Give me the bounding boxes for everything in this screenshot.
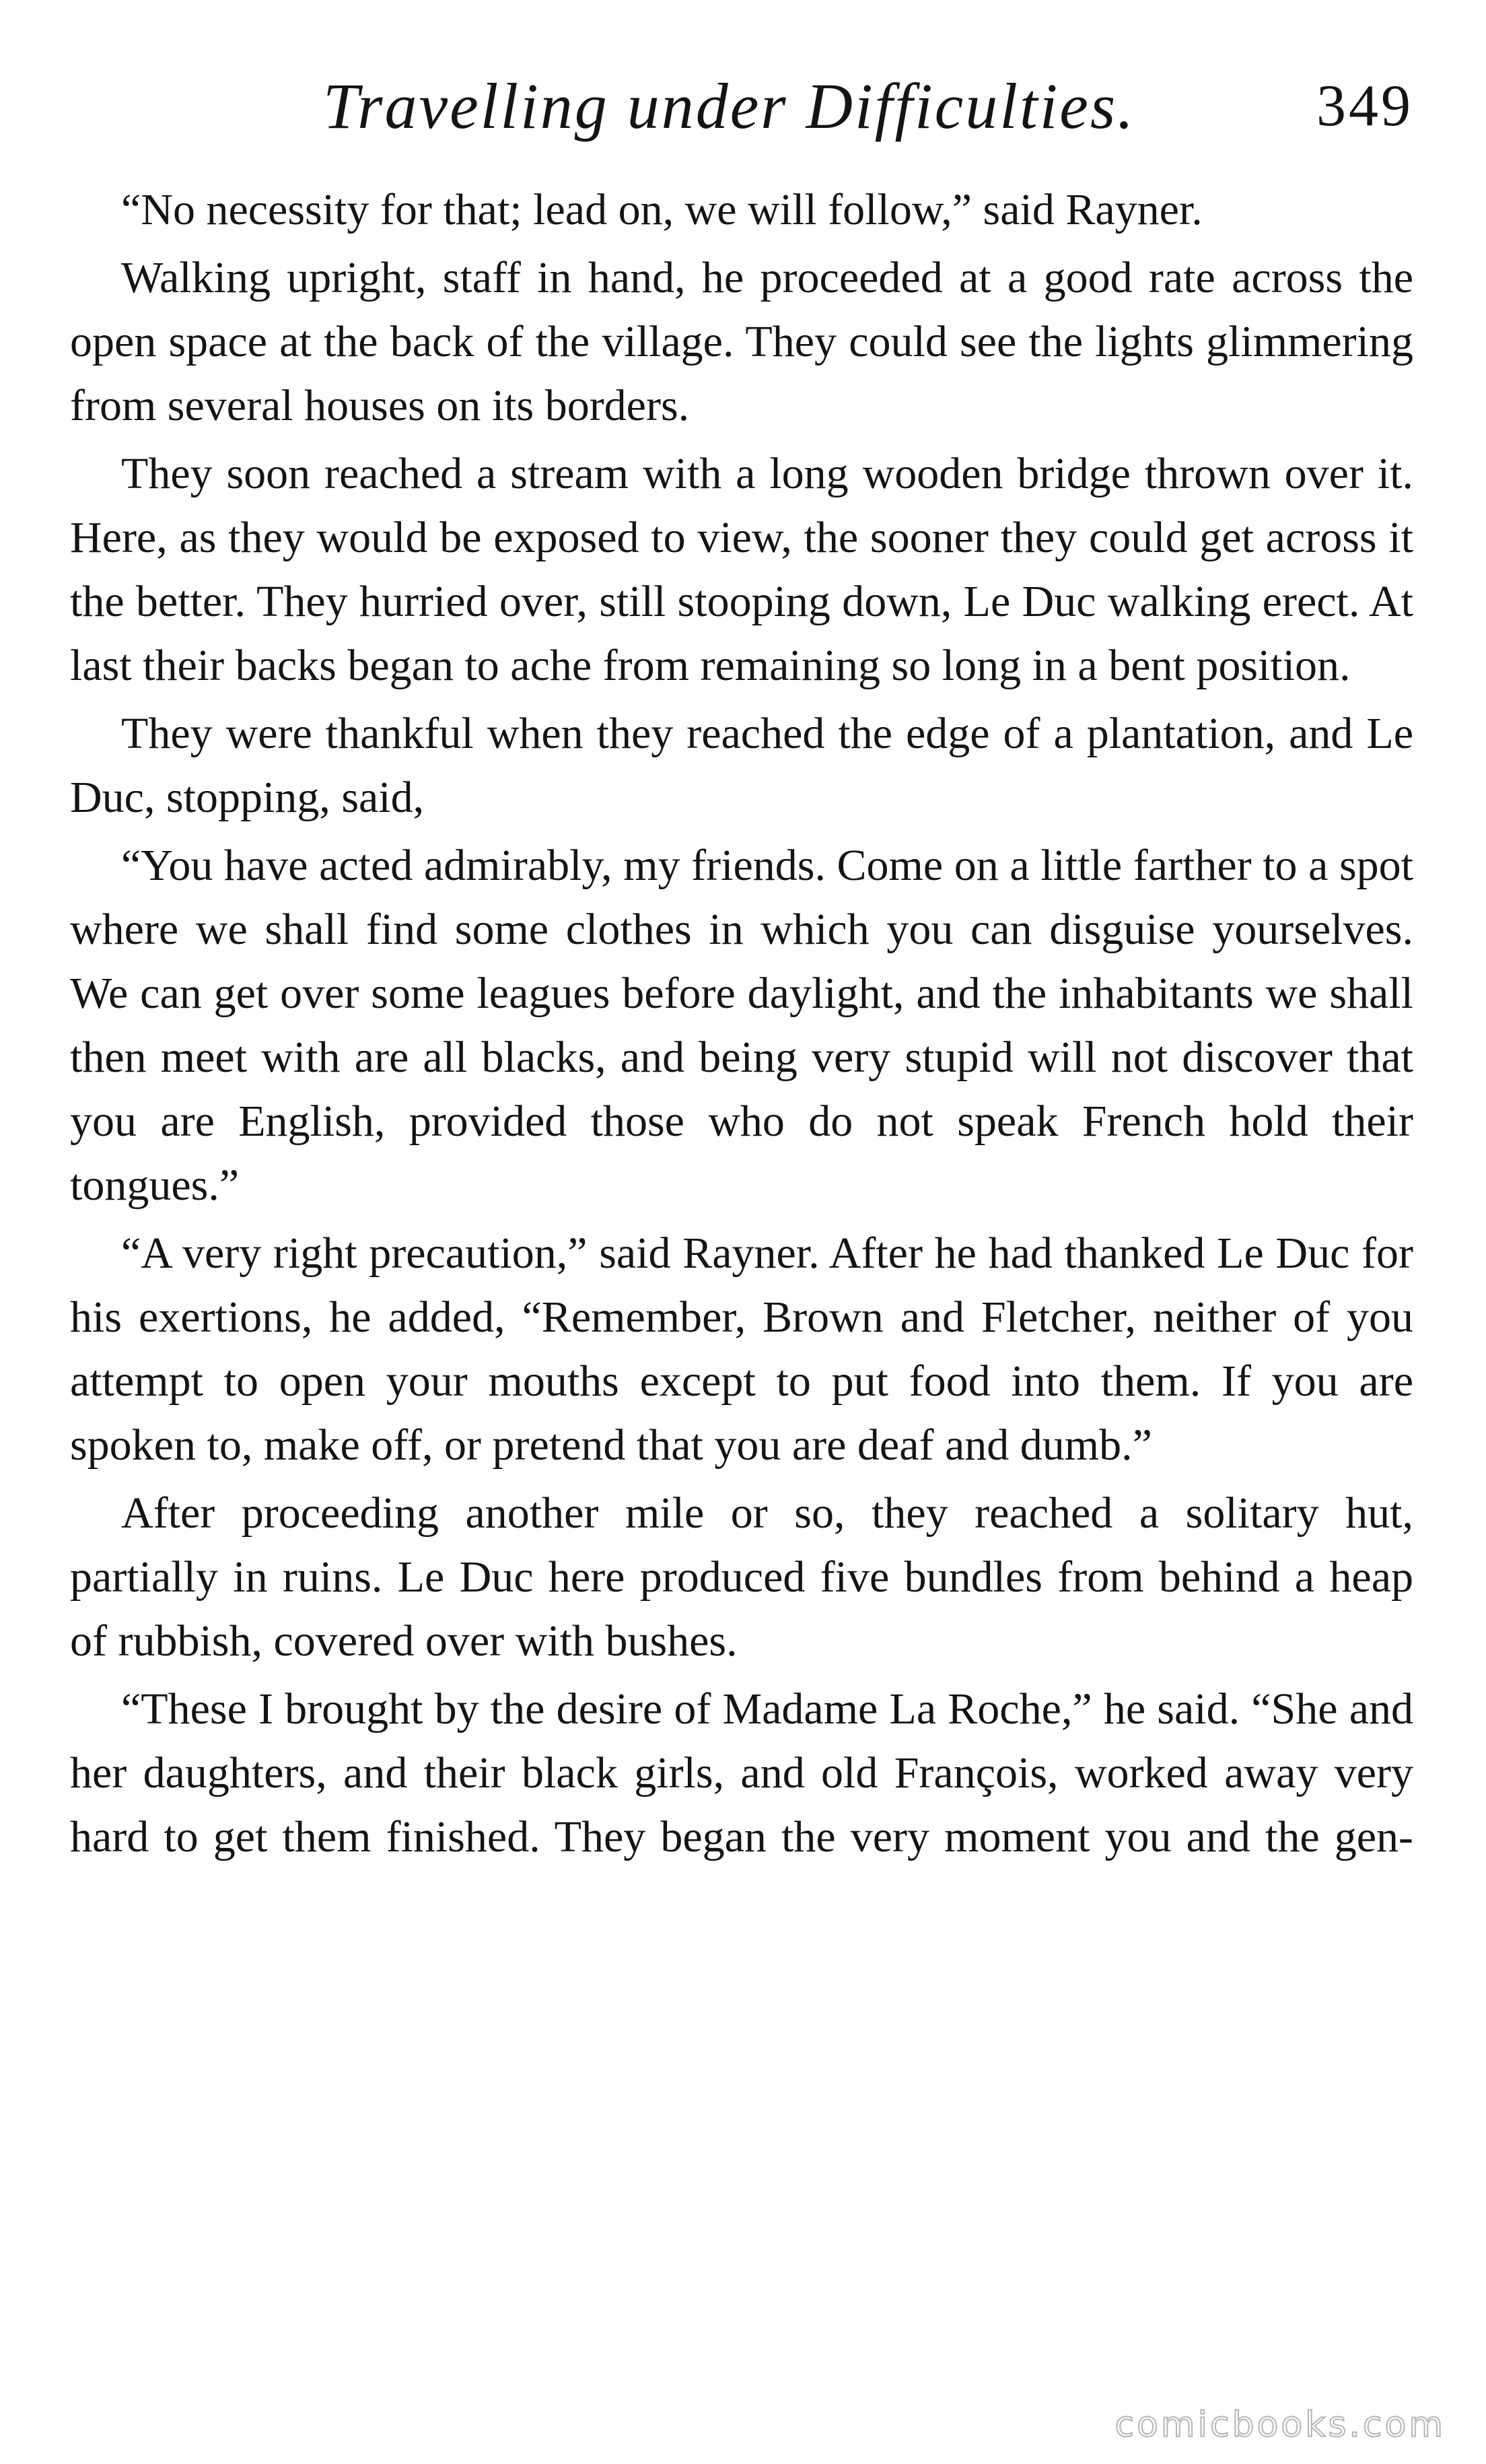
- paragraph: Walking upright, staff in hand, he proceeded at a good rate across the open space at the back of the village. They could see the lights glimmering from several houses on its borders.: [70, 253, 1413, 430]
- paragraph: “These I brought by the desire of Madame La Roche,” he said. “She and her daughters, and their black girls, and old François, worked away very hard to get them finished. They began the very moment you and the gen-: [70, 1684, 1413, 1861]
- paragraph: After proceeding another mile or so, they reached a solitary hut, partially in ruins. Le Duc here produced five bundles from behind a heap of rubbish, covered over with bushes.: [70, 1488, 1413, 1666]
- watermark: comicbooks.com: [1114, 2405, 1446, 2445]
- running-title: Travelling under Difficulties.: [323, 70, 1136, 142]
- paragraph: They were thankful when they reached the edge of a plantation, and Le Duc, stopping, said,: [70, 709, 1413, 822]
- paragraph: “You have acted admirably, my friends. Come on a little farther to a spot where we shall find some clothes in which you can disguise yourselves. We can get over some leagues before daylight, and the inhabitants we shall then meet with are all blacks, and being very stupid will not discover that you are English, provided those who do not speak French hold their tongues.”: [70, 841, 1413, 1210]
- page-header: [67, 59, 1413, 153]
- body-text: [70, 178, 1413, 1873]
- paragraph: “No necessity for that; lead on, we will follow,” said Rayner.: [121, 185, 1203, 234]
- paragraph: They soon reached a stream with a long wooden bridge thrown over it. Here, as they would be exposed to view, the sooner they could get across it the better. They hurried over, still stooping down, Le Duc walking erect. At last their backs began to ache from remaining so long in a bent position.: [70, 449, 1413, 690]
- page-number: 349: [1316, 73, 1413, 139]
- paragraph: “A very right precaution,” said Rayner. After he had thanked Le Duc for his exertions, he added, “Remember, Brown and Fletcher, neither of you attempt to open your mouths except to put food into them. If you are spoken to, make off, or pretend that you are deaf and dumb.”: [70, 1229, 1413, 1470]
